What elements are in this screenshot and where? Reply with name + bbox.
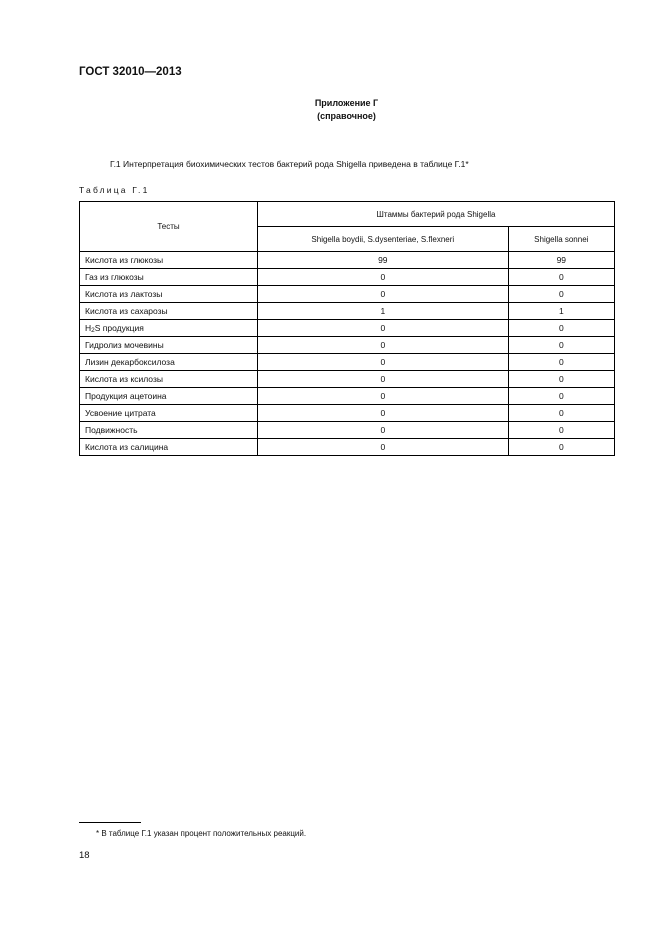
test-name-subscript: 2 <box>91 326 95 334</box>
header-tests: Тесты <box>80 202 258 252</box>
appendix-heading <box>0 97 661 123</box>
footnote-divider <box>79 822 141 823</box>
page-number: 18 <box>79 850 90 861</box>
table-row <box>80 286 615 303</box>
header-strains: Штаммы бактерий рода Shigella <box>258 202 615 227</box>
biochemical-tests-table <box>79 201 615 456</box>
value-col1: 0 <box>258 405 509 422</box>
value-col2: 0 <box>508 439 614 456</box>
table-row <box>80 405 615 422</box>
table-label: Таблица Г.1 <box>79 185 150 195</box>
appendix-subtitle: (справочное) <box>317 111 376 121</box>
test-name: Усвоение цитрата <box>80 405 258 422</box>
header-col-sonnei: Shigella sonnei <box>508 227 614 252</box>
table-row <box>80 354 615 371</box>
value-col2: 0 <box>508 354 614 371</box>
value-col2: 0 <box>508 320 614 337</box>
table-row <box>80 252 615 269</box>
test-name-prefix: H <box>85 322 92 333</box>
header-col-boydii: Shigella boydii, S.dysenteriae, S.flexneri <box>258 227 509 252</box>
value-col1: 0 <box>258 320 509 337</box>
value-col2: 0 <box>508 405 614 422</box>
value-col1: 1 <box>258 303 509 320</box>
test-name: Гидролиз мочевины <box>80 337 258 354</box>
value-col1: 0 <box>258 439 509 456</box>
test-name: Лизин декарбоксилоза <box>80 354 258 371</box>
test-name: Кислота из глюкозы <box>80 252 258 269</box>
value-col1: 99 <box>258 252 509 269</box>
test-name: Подвижность <box>80 422 258 439</box>
table-row <box>80 303 615 320</box>
value-col1: 0 <box>258 354 509 371</box>
table-row <box>80 337 615 354</box>
appendix-title: Приложение Г <box>314 98 379 108</box>
test-name: Кислота из ксилозы <box>80 371 258 388</box>
test-name: Продукция ацетоина <box>80 388 258 405</box>
value-col2: 0 <box>508 388 614 405</box>
value-col2: 0 <box>508 337 614 354</box>
table-row <box>80 269 615 286</box>
table-row <box>80 439 615 456</box>
value-col1: 0 <box>258 269 509 286</box>
value-col2: 0 <box>508 422 614 439</box>
test-name-suffix: S продукция <box>94 322 144 333</box>
value-col1: 0 <box>258 337 509 354</box>
test-name: Кислота из салицина <box>80 439 258 456</box>
table-row <box>80 320 615 337</box>
value-col1: 0 <box>258 371 509 388</box>
value-col2: 99 <box>508 252 614 269</box>
intro-paragraph: Г.1 Интерпретация биохимических тестов бактерий рода Shigella приведена в таблице Г.1* <box>110 159 469 169</box>
value-col1: 0 <box>258 286 509 303</box>
test-name: Кислота из сахарозы <box>80 303 258 320</box>
standard-number: ГОСТ 32010—2013 <box>79 66 182 78</box>
value-col1: 0 <box>258 422 509 439</box>
value-col1: 0 <box>258 388 509 405</box>
table-row <box>80 371 615 388</box>
table-row <box>80 422 615 439</box>
table-row <box>80 388 615 405</box>
value-col2: 1 <box>508 303 614 320</box>
test-name: Кислота из лактозы <box>80 286 258 303</box>
test-name <box>80 320 258 337</box>
value-col2: 0 <box>508 371 614 388</box>
value-col2: 0 <box>508 269 614 286</box>
value-col2: 0 <box>508 286 614 303</box>
test-name: Газ из глюкозы <box>80 269 258 286</box>
footnote: * В таблице Г.1 указан процент положительных реакций. <box>96 829 307 838</box>
